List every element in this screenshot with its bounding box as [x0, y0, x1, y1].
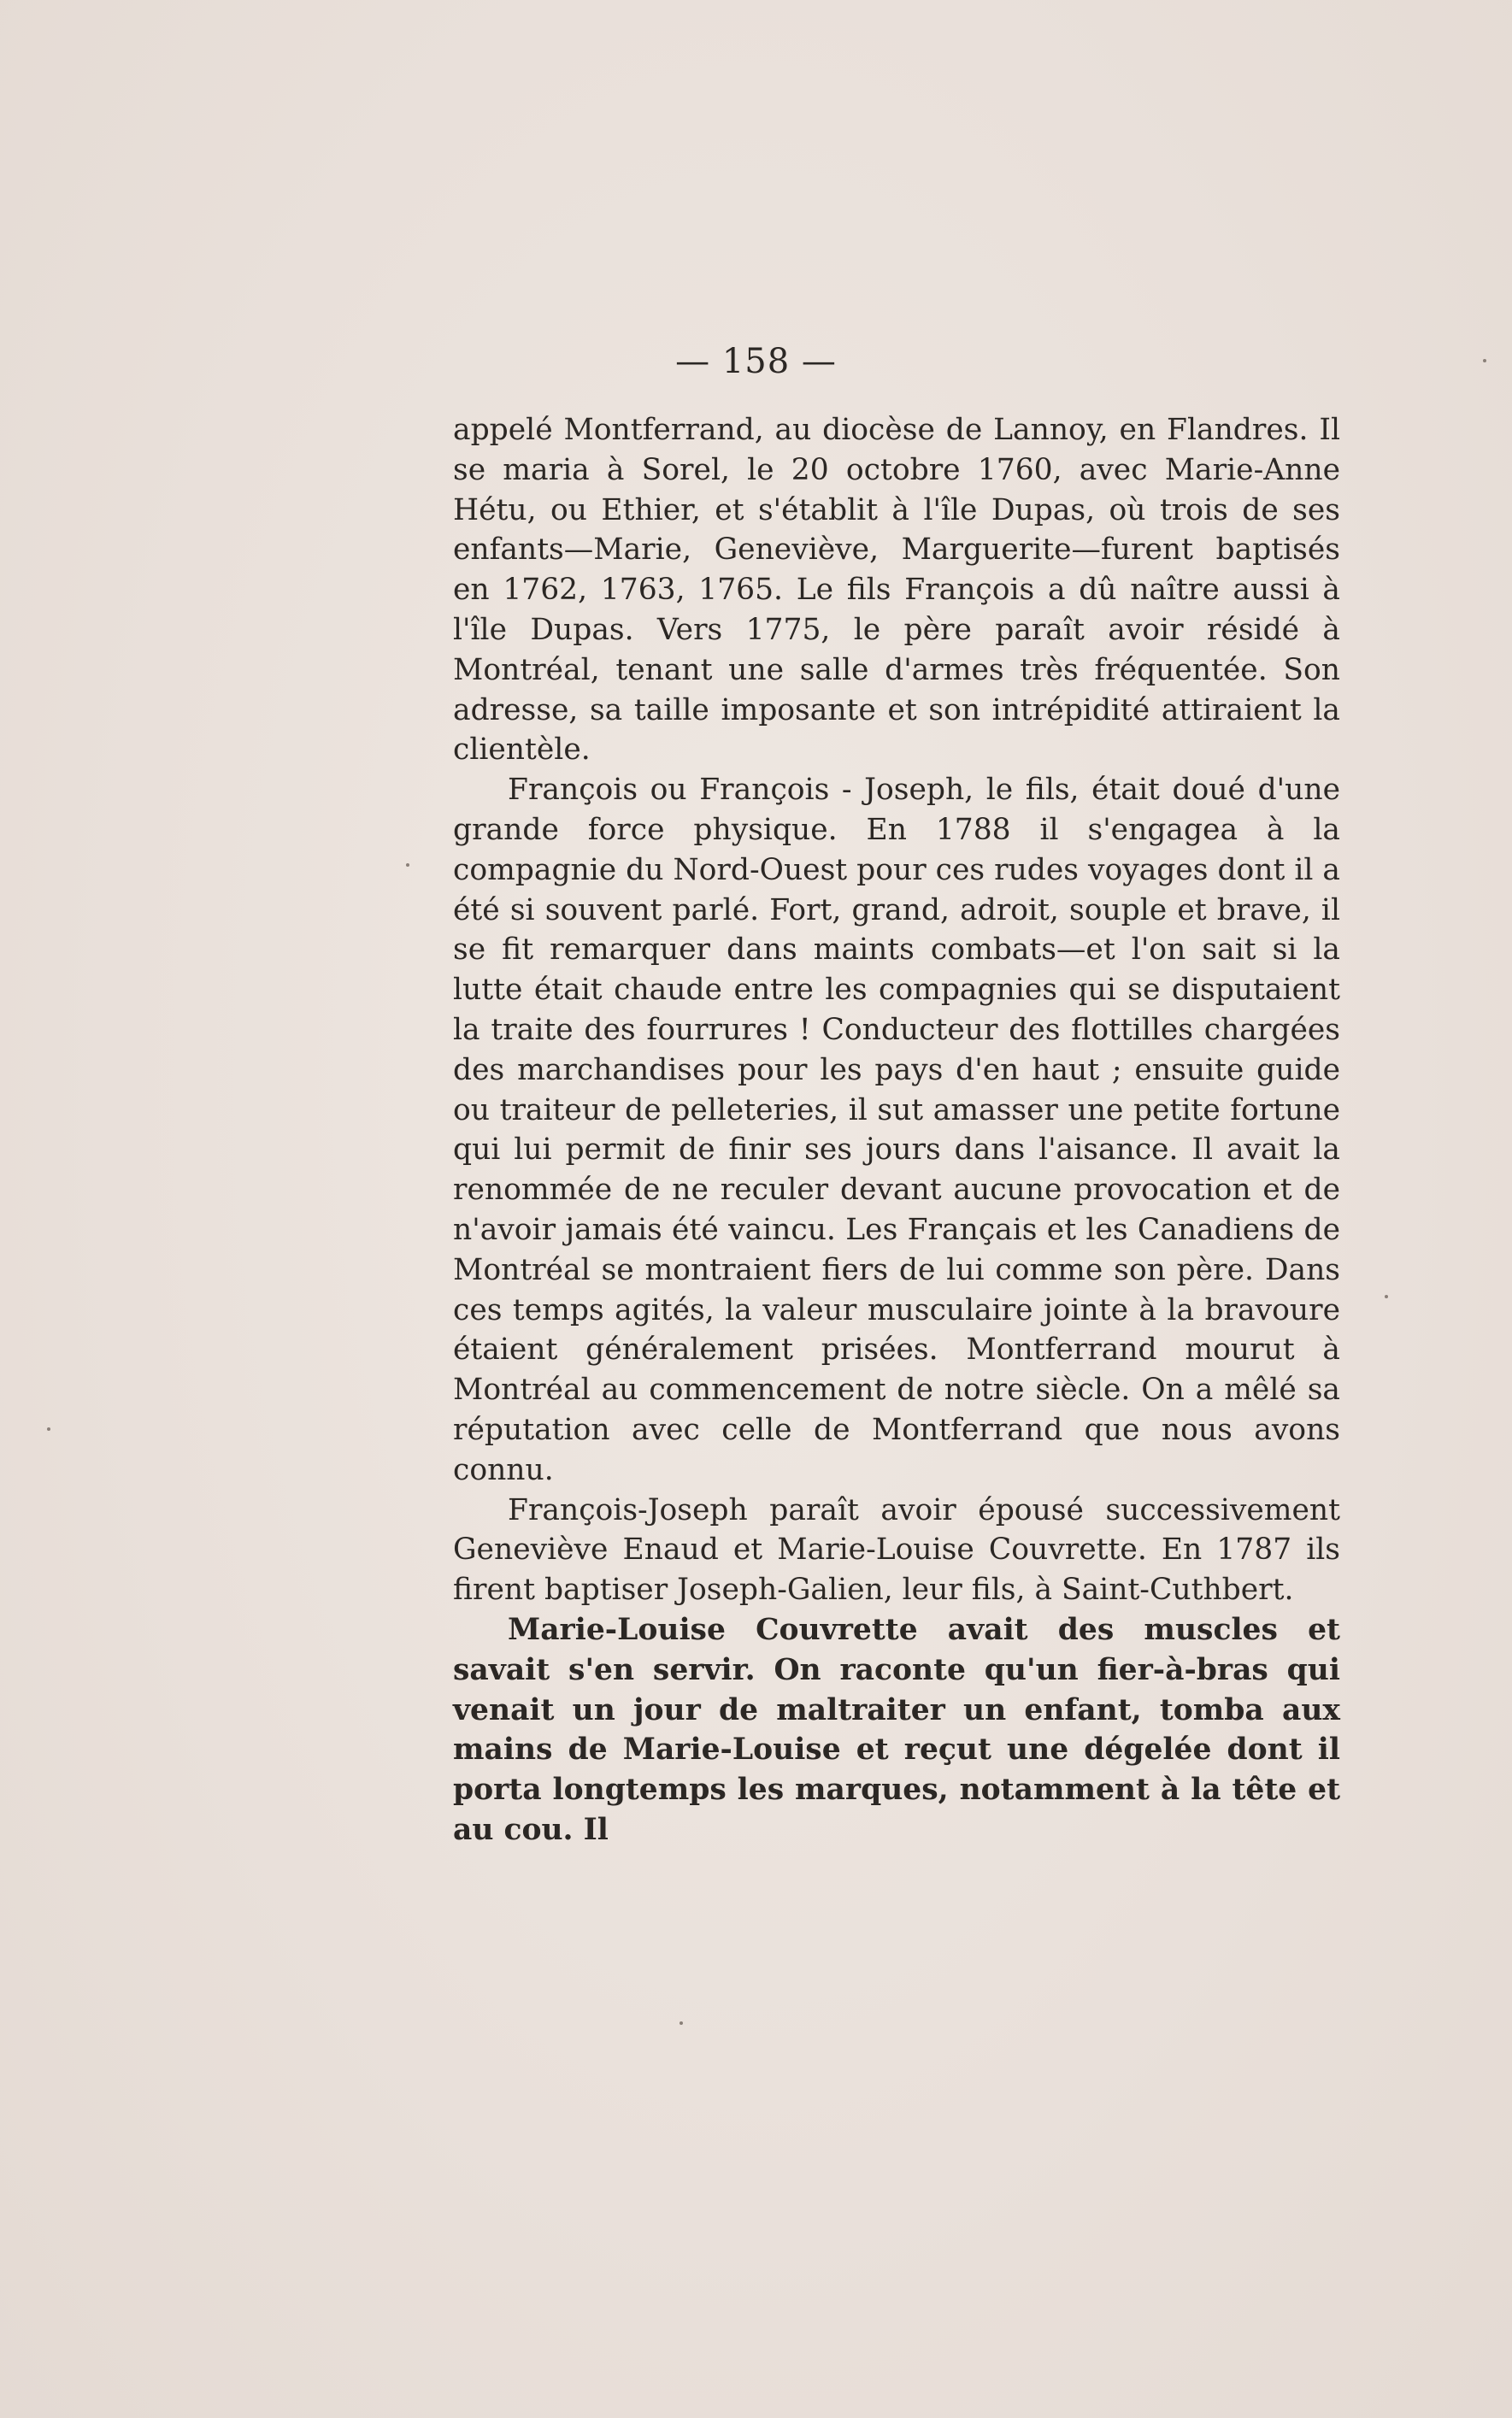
- paper-speck: [680, 2021, 683, 2025]
- paragraph-1: appelé Montferrand, au diocèse de Lannoy, en Flandres. Il se maria à Sorel, le 20 octobre 1760, avec Marie-Anne Hétu, ou Ethier, et s'établit à l'île Dupas, où trois de ses enfants—Marie, Geneviève, Marguerite—furent baptisés en 1762, 1763, 1765. Le fils François a dû naître aussi à l'île Dupas. Vers 1775, le père paraît avoir résidé à Montréal, tenant une salle d'armes très fréquentée. Son adresse, sa taille imposante et son intrépidité attiraient la clientèle.: [453, 413, 1340, 768]
- paper-speck: [406, 863, 409, 867]
- paragraph-3: François-Joseph paraît avoir épousé successivement Geneviève Enaud et Marie-Louise Couvrette. En 1787 ils firent baptiser Joseph-Galien, leur fils, à Saint-Cuthbert.: [453, 1492, 1340, 1608]
- page-number: — 158 —: [675, 342, 837, 381]
- body-text: [453, 410, 1340, 1850]
- paper-speck: [1385, 1295, 1388, 1298]
- paragraph-4: Marie-Louise Couvrette avait des muscles et savait s'en servir. On raconte qu'un fier-à-bras qui venait un jour de maltraiter un enfant, tomba aux mains de Marie-Louise et reçut une dégelée dont il porta longtemps les marques, notamment à la tête et au cou. Il: [453, 1612, 1340, 1847]
- paragraph-2: François ou François - Joseph, le fils, était doué d'une grande force physique. En 1788 il s'engagea à la compagnie du Nord-Ouest pour ces rudes voyages dont il a été si souvent parlé. Fort, grand, adroit, souple et brave, il se fit remarquer dans maints combats—et l'on sait si la lutte était chaude entre les compagnies qui se disputaient la traite des fourrures ! Conducteur des flottilles chargées des marchandises pour les pays d'en haut ; ensuite guide ou traiteur de pelleteries, il sut amasser une petite fortune qui lui permit de finir ses jours dans l'aisance. Il avait la renommée de ne reculer devant aucune provocation et de n'avoir jamais été vaincu. Les Français et les Canadiens de Montréal se montraient fiers de lui comme son père. Dans ces temps agités, la valeur musculaire jointe à la bravoure étaient généralement prisées. Montferrand mourut à Montréal au commencement de notre siècle. On a mêlé sa réputation avec celle de Montferrand que nous avons connu.: [453, 773, 1340, 1487]
- paper-speck: [47, 1427, 50, 1431]
- paper-speck: [1483, 359, 1486, 362]
